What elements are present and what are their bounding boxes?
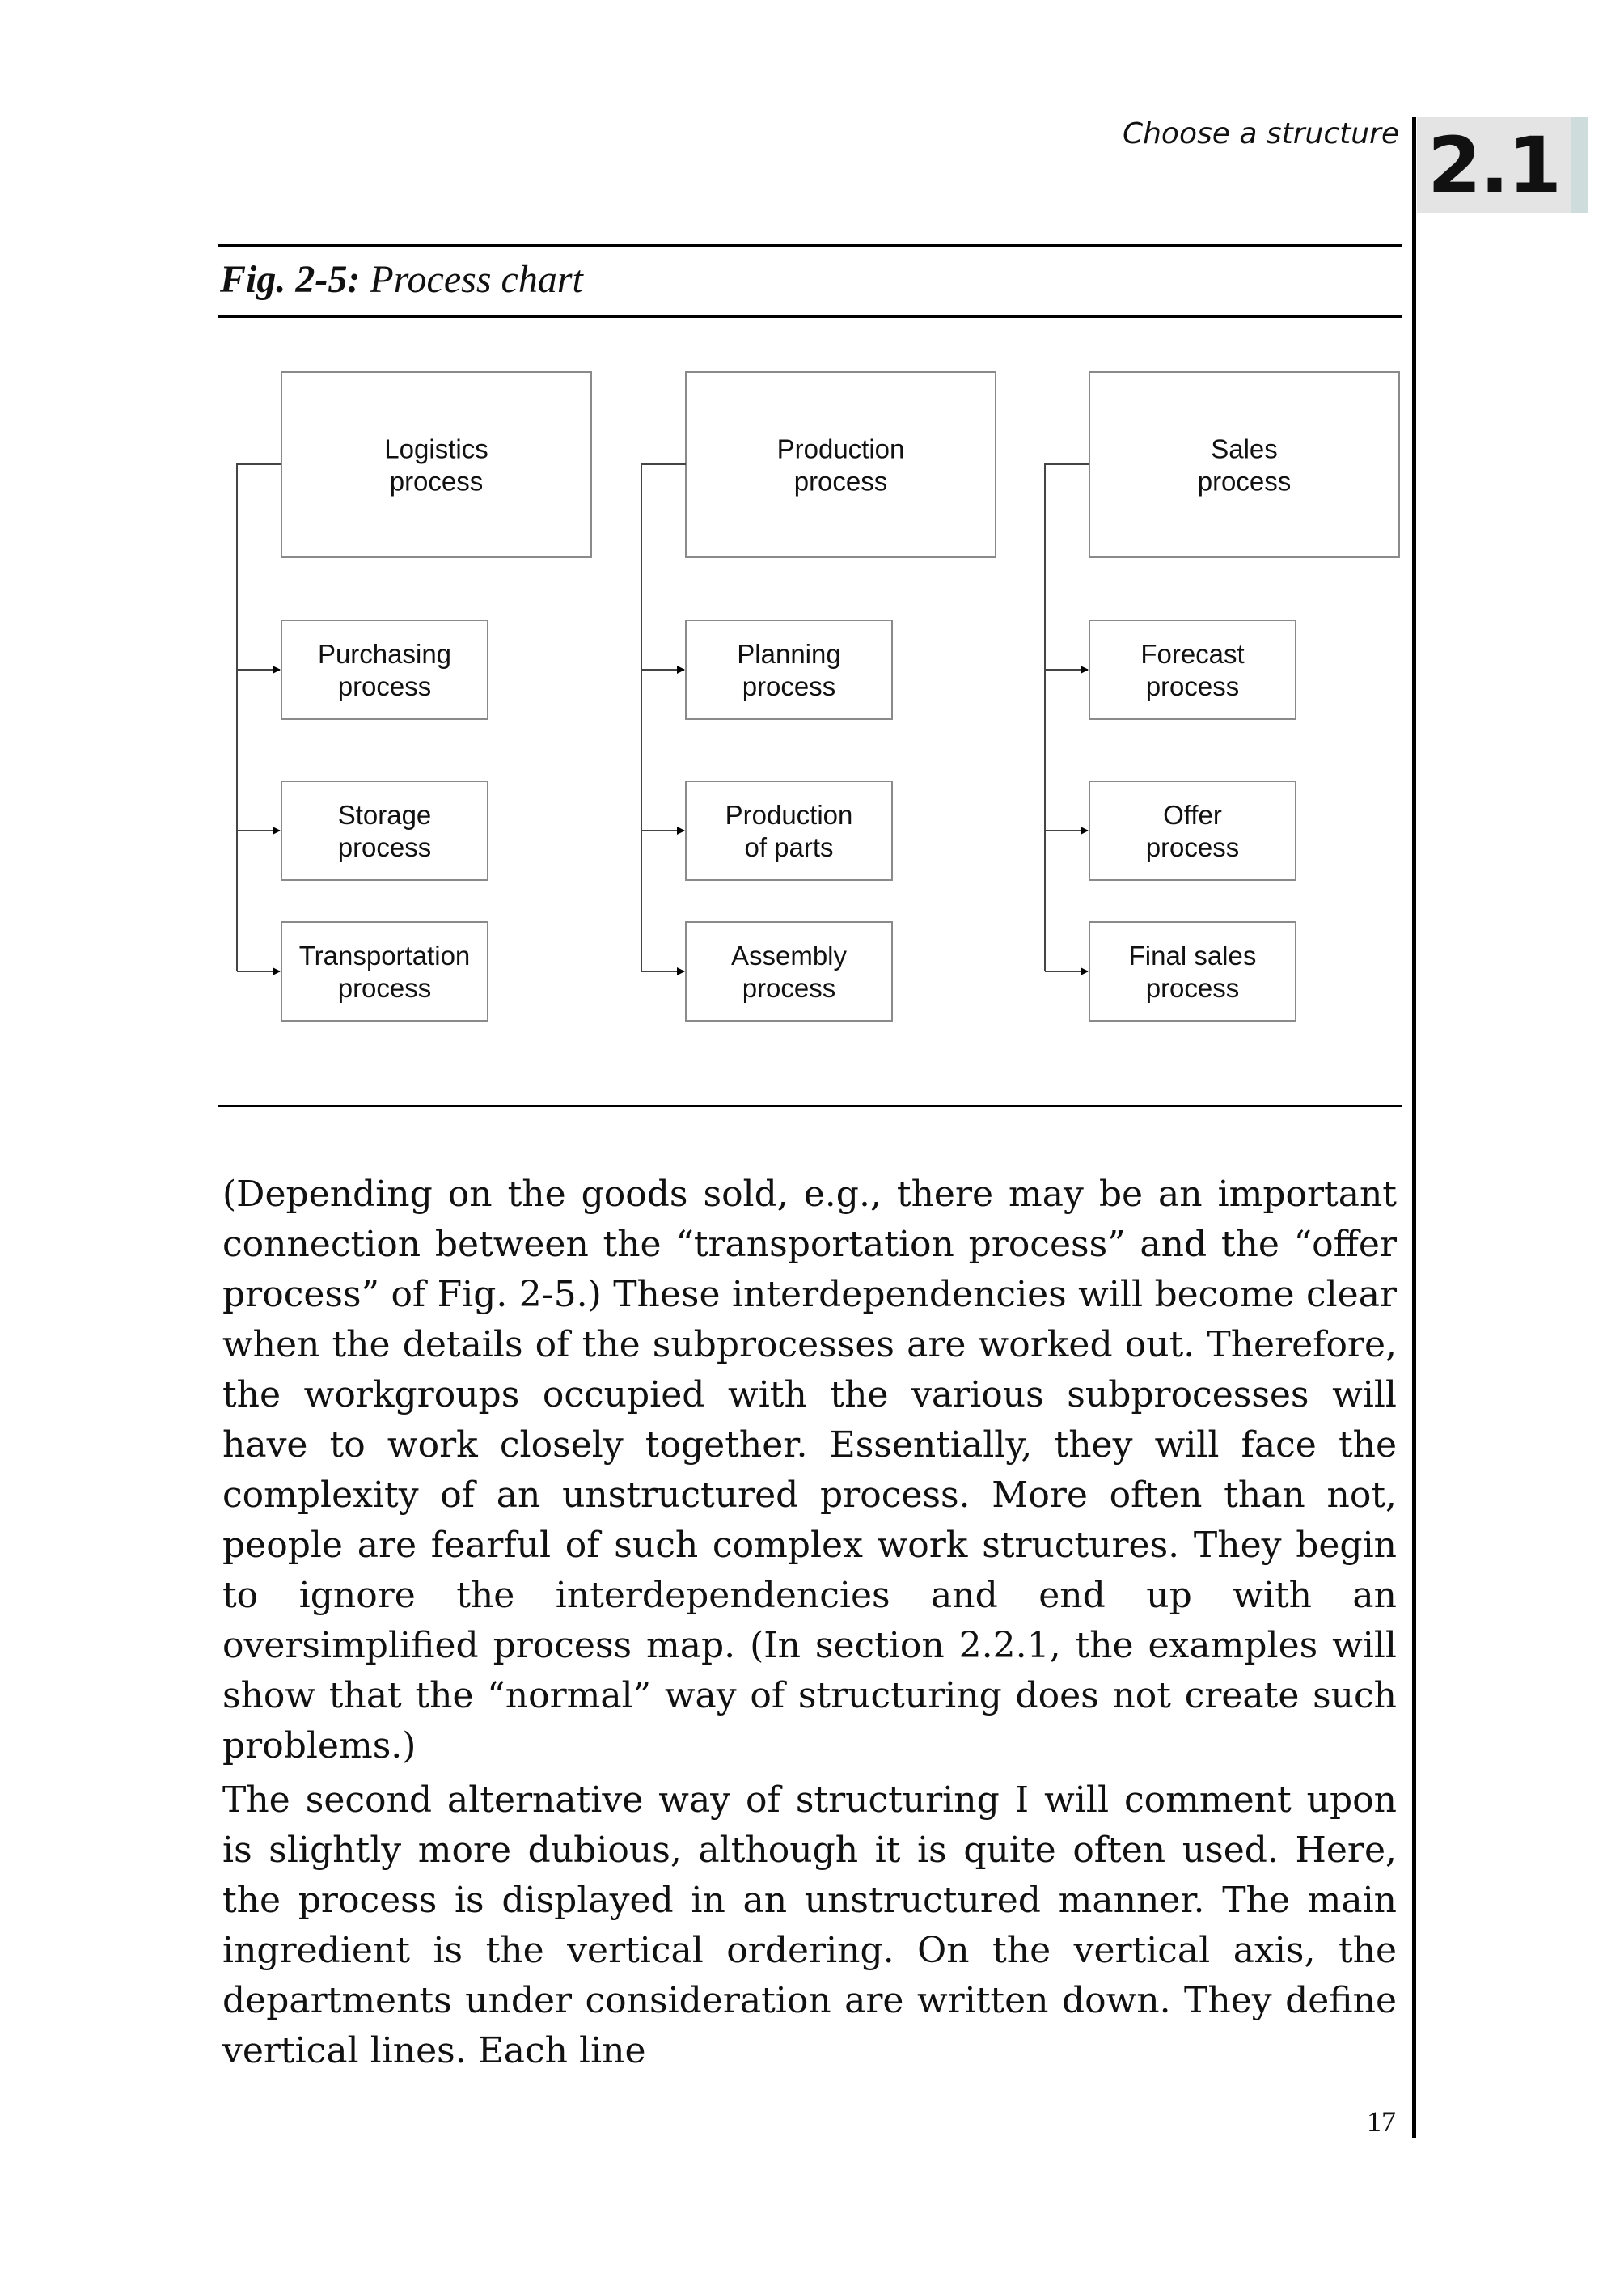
body-paragraph-2: The second alternative way of structuring I will comment upon is slightly more dubious, although it is quite often used. Here, the process is displayed in an unstructured manner. The main ingredient is the vertical ordering. On the vertical axis, the departments under consideration are written down. They define vertical lines. Each line [222, 1779, 1397, 2071]
process-chart [0, 0, 1624, 1116]
subprocess-label-line-2: process [742, 671, 836, 701]
subprocess-label-line-1: Purchasing [317, 639, 452, 669]
main-process-label-line-1: Sales [1211, 434, 1278, 464]
subprocess-label-line-2: process [337, 973, 432, 1003]
subprocess-box [1089, 781, 1296, 880]
main-process-label-line-2: process [1197, 466, 1292, 497]
subprocess-label-line-2: of parts [744, 832, 834, 862]
subprocess-label-line-1: Forecast [1140, 639, 1245, 669]
subprocess-box [686, 922, 892, 1021]
subprocess-label-line-1: Assembly [730, 941, 848, 971]
process-group-3 [1045, 372, 1399, 1021]
main-process-label-line-1: Production [776, 434, 905, 464]
process-group-2 [641, 372, 996, 1021]
figure-bottom-rule [218, 1105, 1402, 1107]
main-process-label-line-2: process [793, 466, 888, 497]
connector-bus [641, 464, 686, 971]
subprocess-label-line-1: Planning [737, 639, 841, 669]
subprocess-box [686, 781, 892, 880]
connector-bus [1045, 464, 1089, 971]
subprocess-label-line-1: Production [725, 800, 853, 830]
subprocess-box [281, 620, 488, 719]
figure-label: Fig. 2-5: [220, 258, 361, 301]
main-process-label-line-2: process [389, 466, 484, 497]
process-group-1 [237, 372, 591, 1021]
subprocess-box [1089, 922, 1296, 1021]
subprocess-label-line-2: process [742, 973, 836, 1003]
subprocess-label-line-2: process [1145, 973, 1240, 1003]
subprocess-label-line-1: Final sales [1128, 941, 1257, 971]
subprocess-label-line-2: process [337, 671, 432, 701]
connector-bus [237, 464, 281, 971]
subprocess-box [281, 922, 488, 1021]
subprocess-label-line-2: process [1145, 671, 1240, 701]
subprocess-label-line-1: Offer [1163, 800, 1222, 830]
subprocess-label-line-1: Storage [337, 800, 432, 830]
page-number: 17 [1367, 2105, 1396, 2138]
subprocess-label-line-1: Transportation [298, 941, 471, 971]
figure-title: Process chart [370, 258, 583, 301]
subprocess-box [686, 620, 892, 719]
subprocess-label-line-2: process [337, 832, 432, 862]
main-process-label-line-1: Logistics [384, 434, 488, 464]
body-paragraph-1: (Depending on the goods sold, e.g., there may be an important connection between the “transportation process” and the “offer process” of Fig. 2-5.) These interdependencies will become clear when the details of the subprocesses are worked out. Therefore, the workgroups occupied with the various subprocesses will have to work closely together. Essentially, they will face the complexity of an unstructured process. More often than not, people are fearful of such complex work structures. They begin to ignore the interdependencies and end up with an oversimplified process map. (In section 2.2.1, the examples will show that the “normal” way of structuring does not create such problems.) [222, 1174, 1397, 1766]
main-process-box [686, 372, 996, 557]
subprocess-box [1089, 620, 1296, 719]
subprocess-box [281, 781, 488, 880]
main-process-box [281, 372, 591, 557]
main-process-box [1089, 372, 1399, 557]
running-header: Choose a structure [1122, 117, 1399, 150]
section-number: 2.1 [1427, 121, 1561, 211]
subprocess-label-line-2: process [1145, 832, 1240, 862]
